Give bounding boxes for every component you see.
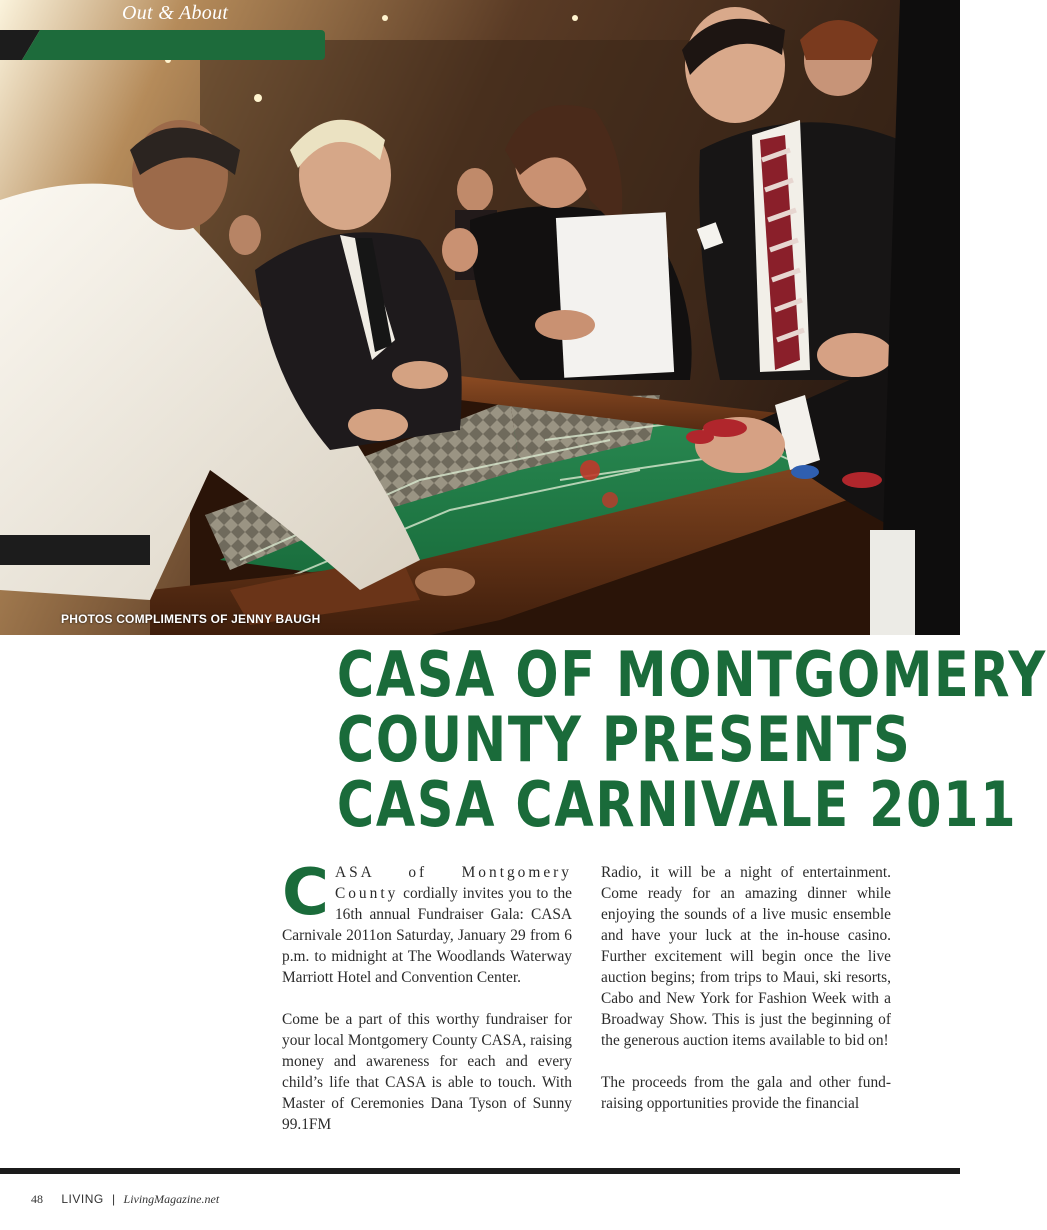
page-footer (31, 1192, 219, 1207)
drop-cap: C (282, 856, 329, 930)
article-column-left (282, 856, 572, 1156)
section-band-green (22, 30, 325, 60)
article-column-right (601, 862, 891, 1135)
article-headline (336, 638, 1047, 841)
paragraph-1-text: cordially invites you to the 16th annual Fundraiser Gala: CASA Carnivale 2011on Saturday, January 29 from 6 p.m. to midnight at The Woodlands Waterway Marriott Hotel and Convention Center. (282, 885, 572, 986)
photo-credit: PHOTOS COMPLIMENTS OF JENNY BAUGH (61, 612, 321, 626)
paragraph-3: Radio, it will be a night of entertainment. Come ready for an amazing dinner while enjoying the sounds of a live music ensemble and have your luck at the in-house casino. Further excitement will begin once the live auction begins; from trips to Maui, ski resorts, Cabo and New York for Fashion Week with a Broadway Show. This is just the beginning of the generous auction items available to bid on! (601, 864, 891, 1049)
paragraph-1 (282, 856, 572, 988)
lead-in: ASA of Montgomery County (334, 864, 572, 902)
section-band (0, 30, 325, 60)
event-photo (0, 0, 960, 635)
craps-table-scene (0, 0, 960, 635)
footer-rule (0, 1168, 960, 1174)
website-link[interactable]: LivingMagazine.net (123, 1192, 220, 1206)
headline-line-3: CASA CARNIVALE 2011 (336, 768, 1018, 841)
headline-line-2: COUNTY PRESENTS (336, 703, 912, 776)
paragraph-2: Come be a part of this worthy fundraiser for your local Montgomery County CASA, raising money and awareness for each and every child’s life that CASA is able to touch. With Master of Ceremonies Dana Tyson of Sunny 99.1FM (282, 1011, 572, 1133)
section-label: Out & About (122, 2, 229, 24)
magazine-name: LIVING (61, 1192, 104, 1206)
page-number: 48 (31, 1192, 43, 1206)
paragraph-4: The proceeds from the gala and other fund-raising opportunities provide the financial (601, 1074, 891, 1112)
headline-line-1: CASA OF MONTGOMERY (336, 638, 1047, 711)
footer-separator: | (112, 1192, 116, 1206)
